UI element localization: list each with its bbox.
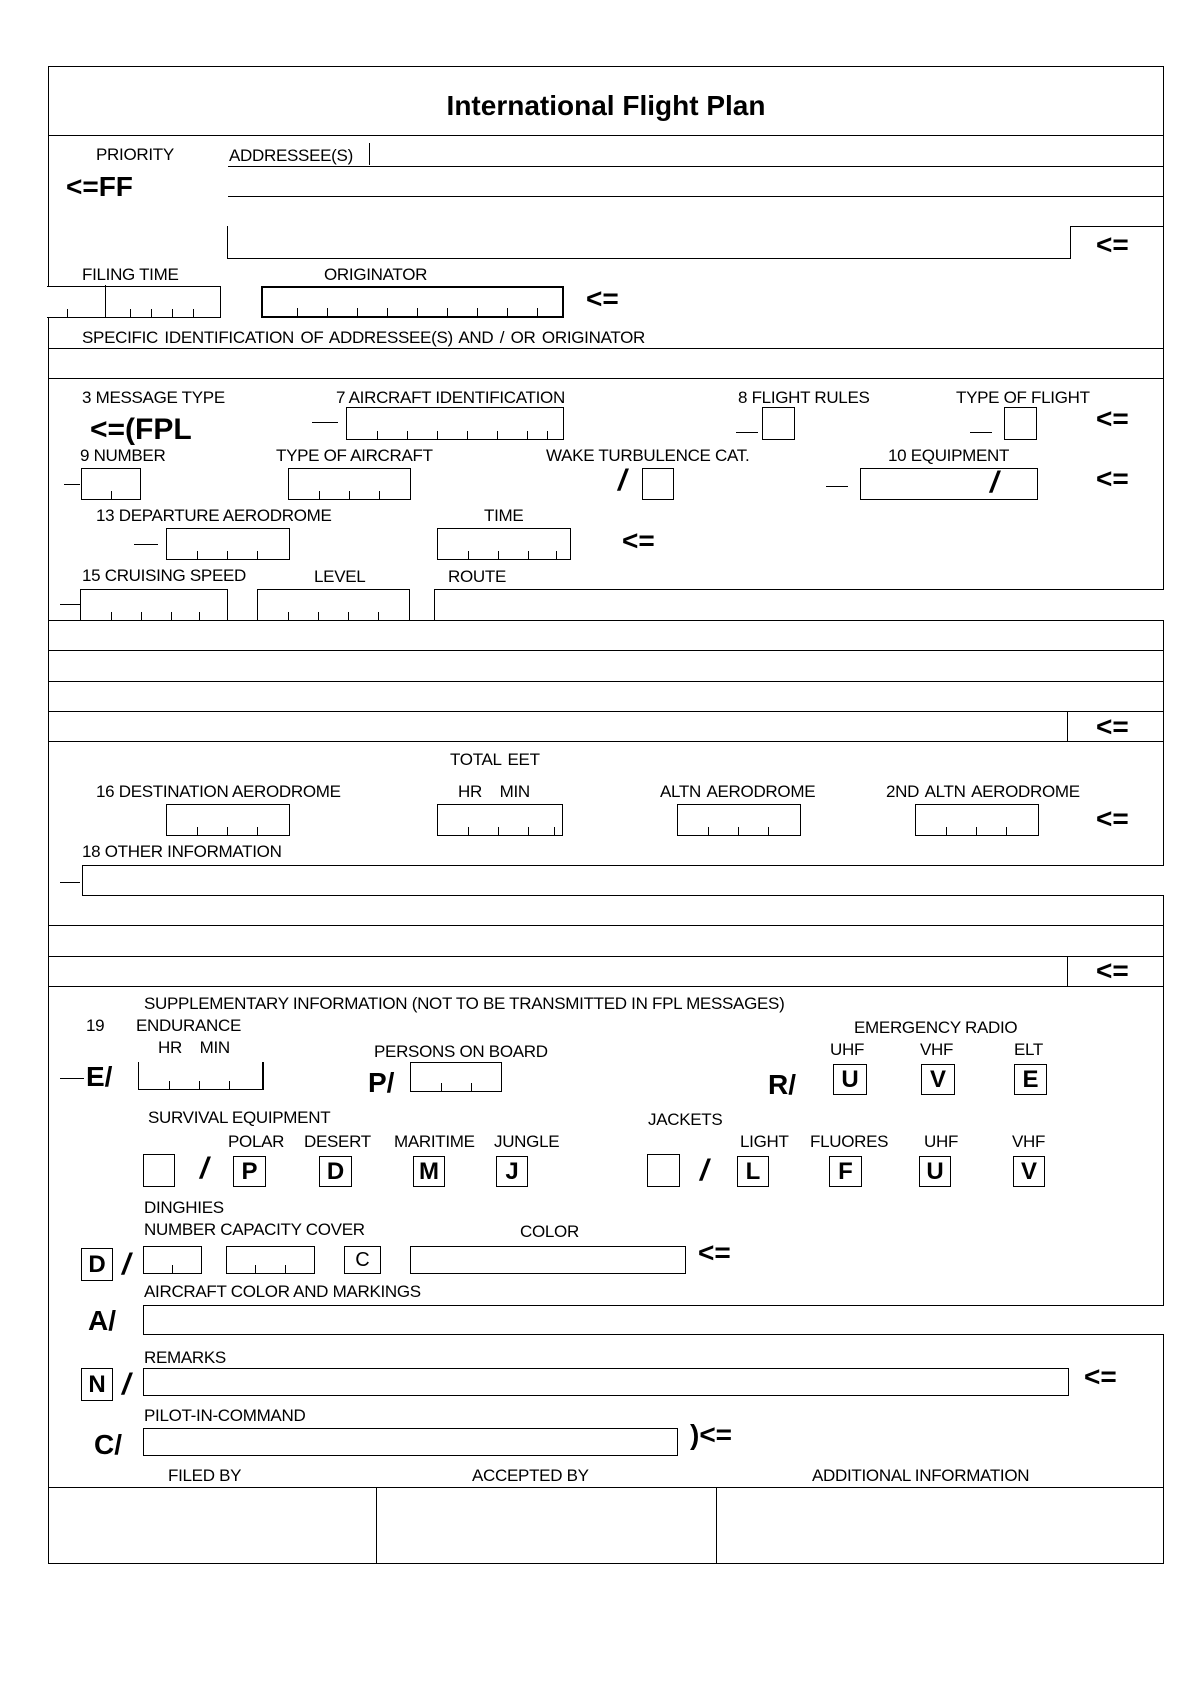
type-of-flight-label: TYPE OF FLIGHT — [956, 388, 1090, 407]
accepted-by-field[interactable] — [378, 1489, 714, 1561]
polar-label: POLAR — [228, 1132, 285, 1151]
pic-field[interactable] — [143, 1428, 678, 1456]
priority-label: PRIORITY — [96, 145, 174, 164]
item19-number: 19 — [86, 1016, 105, 1035]
survival-label: SURVIVAL EQUIPMENT — [148, 1108, 331, 1127]
dash — [826, 486, 848, 487]
endurance-hrmin-label: HR MIN — [158, 1038, 230, 1057]
frame-right — [1163, 66, 1164, 1564]
end-arrow: <= — [1096, 463, 1129, 494]
message-type-value: <=(FPL — [90, 413, 192, 446]
jungle-label: JUNGLE — [494, 1132, 560, 1151]
pob-prefix: P/ — [368, 1067, 395, 1098]
total-eet-field[interactable] — [437, 804, 563, 836]
addressee-label: ADDRESSEE(S) — [229, 146, 353, 165]
divider — [48, 135, 1164, 136]
route-line-2 — [48, 650, 1164, 651]
altn-label: ALTN AERODROME — [660, 782, 816, 801]
aircraft-color-field[interactable] — [143, 1305, 1164, 1335]
specific-id-line-bottom — [48, 378, 1164, 379]
dinghies-color-field[interactable] — [410, 1246, 686, 1274]
radio-vhf-box[interactable]: V — [921, 1064, 955, 1095]
pob-label: PERSONS ON BOARD — [374, 1042, 548, 1061]
altn2-label: 2ND ALTN AERODROME — [886, 782, 1080, 801]
originator-label: ORIGINATOR — [324, 265, 428, 284]
route-field[interactable] — [434, 589, 1164, 621]
dinghies-label: DINGHIES — [144, 1198, 224, 1217]
level-label: LEVEL — [314, 567, 366, 586]
cruising-speed-label: 15 CRUISING SPEED — [82, 566, 247, 585]
filed-by-label: FILED BY — [168, 1466, 242, 1485]
type-of-flight-field[interactable] — [1004, 407, 1037, 440]
route-label: ROUTE — [448, 567, 507, 586]
endurance-label: ENDURANCE — [136, 1016, 241, 1035]
dash — [60, 882, 80, 883]
number-field[interactable] — [81, 468, 141, 500]
other-info-field[interactable] — [82, 865, 1164, 896]
radio-uhf-box[interactable]: U — [833, 1064, 867, 1095]
specific-id-line-top — [48, 348, 1164, 349]
specific-id-label: SPECIFIC IDENTIFICATION OF ADDRESSEE(S) AND / OR ORIGINATOR — [82, 328, 646, 347]
supplementary-label: SUPPLEMENTARY INFORMATION (NOT TO BE TRANSMITTED IN FPL MESSAGES) — [144, 994, 785, 1013]
pob-field[interactable] — [410, 1062, 502, 1092]
addressee-cursor — [369, 143, 370, 165]
aircraft-type-field[interactable] — [288, 468, 411, 500]
frame-bottom — [48, 1563, 1164, 1564]
aircraft-type-label: TYPE OF AIRCRAFT — [276, 446, 433, 465]
route-line-5 — [48, 741, 1164, 742]
priority-value: <=FF — [66, 171, 133, 202]
remarks-field[interactable] — [143, 1368, 1069, 1396]
dash — [134, 544, 158, 545]
maritime-label: MARITIME — [394, 1132, 475, 1151]
altn-field[interactable] — [677, 804, 801, 836]
cruising-speed-field[interactable] — [80, 589, 228, 621]
other-info-line-2 — [48, 925, 1164, 926]
desert-label: DESERT — [304, 1132, 371, 1151]
equipment-field[interactable] — [860, 468, 1038, 500]
time-label: TIME — [484, 506, 524, 525]
pic-label: PILOT-IN-COMMAND — [144, 1406, 306, 1425]
filing-time-field[interactable] — [47, 286, 221, 318]
dinghies-cover-field[interactable] — [344, 1246, 381, 1274]
color-label: COLOR — [520, 1222, 579, 1241]
pic-prefix: C/ — [94, 1429, 122, 1460]
addressee-line-1 — [228, 166, 1164, 167]
accepted-by-label: ACCEPTED BY — [472, 1466, 589, 1485]
jacket-vhf-box[interactable]: V — [1013, 1156, 1045, 1187]
flight-rules-field[interactable] — [762, 407, 795, 440]
item18-bottom — [48, 986, 1164, 987]
route-line-4 — [48, 711, 1164, 712]
dinghies-sub-label: NUMBER CAPACITY COVER — [144, 1220, 365, 1239]
aircraft-id-label: 7 AIRCRAFT IDENTIFICATION — [336, 388, 565, 407]
uhf-label: UHF — [830, 1040, 865, 1059]
dinghies-d-box[interactable]: D — [81, 1248, 113, 1281]
eet-hrmin-label: HR MIN — [458, 782, 530, 801]
slash: / — [618, 464, 627, 497]
footer-divider-2 — [716, 1487, 717, 1563]
elt-label: ELT — [1014, 1040, 1044, 1059]
light-label: LIGHT — [740, 1132, 789, 1151]
footer-top — [48, 1487, 1164, 1488]
emergency-radio-label: EMERGENCY RADIO — [854, 1018, 1018, 1037]
altn2-field[interactable] — [915, 804, 1039, 836]
dash — [970, 432, 992, 433]
additional-info-label: ADDITIONAL INFORMATION — [812, 1466, 1030, 1485]
end-arrow: <= — [1096, 403, 1129, 434]
departure-label: 13 DEPARTURE AERODROME — [96, 506, 332, 525]
end-arrow: <= — [586, 283, 619, 314]
radio-elt-box[interactable]: E — [1014, 1064, 1047, 1095]
survival-desert-box[interactable]: D — [319, 1156, 352, 1187]
slash: / — [122, 1248, 131, 1281]
other-info-line-3 — [48, 956, 1164, 957]
dash — [60, 604, 80, 605]
dinghies-capacity-field[interactable] — [226, 1246, 315, 1274]
other-info-end-line — [1067, 956, 1068, 986]
aircraft-color-label: AIRCRAFT COLOR AND MARKINGS — [144, 1282, 421, 1301]
slash: / — [200, 1152, 209, 1185]
level-field[interactable] — [257, 589, 410, 621]
frame-top — [48, 66, 1164, 67]
end-arrow: <= — [698, 1237, 731, 1268]
jackets-label: JACKETS — [648, 1110, 723, 1129]
equipment-label: 10 EQUIPMENT — [888, 446, 1010, 465]
jacket-vhf-label: VHF — [1012, 1132, 1046, 1151]
slash: / — [700, 1154, 709, 1187]
filed-by-field[interactable] — [50, 1489, 374, 1561]
jacket-fluores-box[interactable]: F — [829, 1156, 862, 1187]
other-info-label: 18 OTHER INFORMATION — [82, 842, 282, 861]
end-arrow: <= — [1096, 711, 1129, 742]
radio-prefix: R/ — [768, 1069, 796, 1100]
dash — [60, 1078, 84, 1079]
additional-info-field[interactable] — [718, 1489, 1161, 1561]
total-eet-label: TOTAL EET — [450, 750, 540, 769]
dinghies-cover-value: C — [355, 1248, 370, 1271]
remarks-label: REMARKS — [144, 1348, 226, 1367]
end-arrow: <= — [1084, 1361, 1117, 1392]
end-arrow: <= — [1096, 955, 1129, 986]
aircraft-color-prefix: A/ — [88, 1305, 116, 1336]
addressee-line-2 — [228, 196, 1164, 197]
end-arrow: <= — [1096, 229, 1129, 260]
addressee-field[interactable] — [227, 226, 1071, 259]
end-arrow: <= — [1096, 803, 1129, 834]
filing-time-label: FILING TIME — [82, 265, 179, 284]
wake-turbulence-label: WAKE TURBULENCE CAT. — [546, 446, 750, 465]
jacket-light-box[interactable]: L — [737, 1156, 769, 1187]
destination-field[interactable] — [166, 804, 290, 836]
message-type-label: 3 MESSAGE TYPE — [82, 388, 225, 407]
jackets-field[interactable] — [647, 1154, 680, 1187]
endurance-field[interactable] — [138, 1062, 264, 1090]
departure-field[interactable] — [166, 528, 290, 560]
page-title: International Flight Plan — [446, 90, 766, 121]
fluores-label: FLUORES — [810, 1132, 889, 1151]
flight-rules-label: 8 FLIGHT RULES — [738, 388, 870, 407]
jacket-uhf-box[interactable]: U — [919, 1156, 951, 1187]
aircraft-id-field[interactable] — [346, 407, 564, 440]
vhf-label: VHF — [920, 1040, 954, 1059]
footer-divider-1 — [376, 1487, 377, 1563]
end-arrow: <= — [622, 525, 655, 556]
slash: / — [990, 466, 999, 499]
number-label: 9 NUMBER — [80, 446, 166, 465]
dash — [312, 422, 338, 423]
departure-time-field[interactable] — [437, 528, 571, 560]
pic-end-arrow: )<= — [690, 1419, 733, 1450]
destination-label: 16 DESTINATION AERODROME — [96, 782, 341, 801]
slash: / — [122, 1368, 131, 1401]
survival-polar-box[interactable]: P — [233, 1156, 266, 1187]
survival-field[interactable] — [143, 1154, 175, 1187]
route-line-3 — [48, 681, 1164, 682]
dash — [64, 484, 80, 485]
wake-turbulence-field[interactable] — [642, 468, 674, 500]
route-end-line — [1067, 711, 1068, 741]
remarks-n-box[interactable]: N — [81, 1368, 113, 1401]
endurance-prefix: E/ — [86, 1061, 113, 1092]
survival-jungle-box[interactable]: J — [496, 1156, 528, 1187]
dinghies-number-field[interactable] — [143, 1246, 202, 1274]
survival-maritime-box[interactable]: M — [413, 1156, 445, 1187]
originator-field[interactable] — [261, 286, 564, 318]
jacket-uhf-label: UHF — [924, 1132, 959, 1151]
route-line-1 — [48, 620, 1164, 621]
dash — [736, 432, 758, 433]
